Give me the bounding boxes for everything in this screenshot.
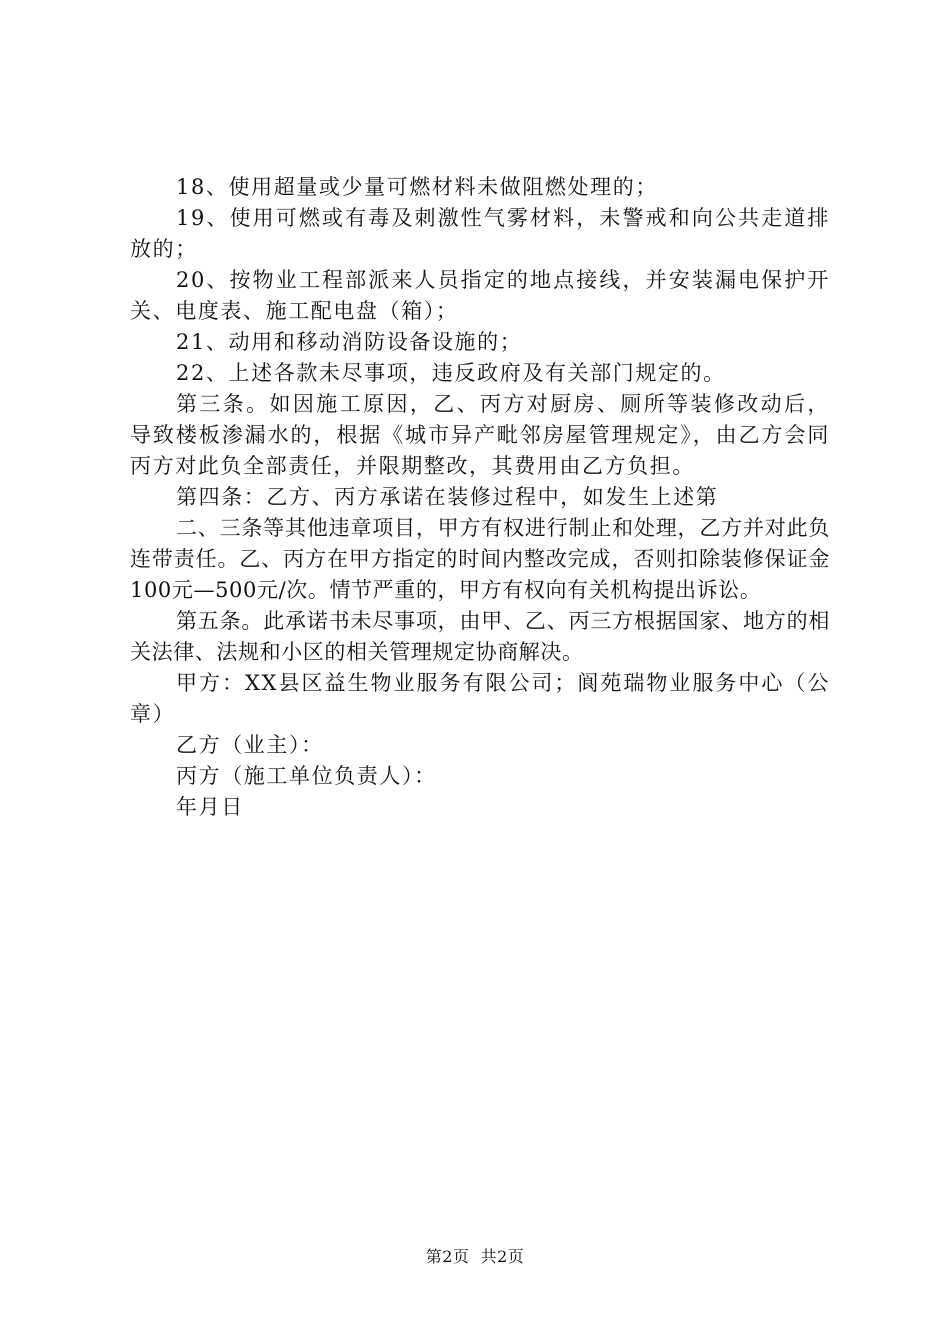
clause-20: 20、按物业工程部派来人员指定的地点接线，并安装漏电保护开关、电度表、施工配电盘（箱）；	[130, 268, 830, 323]
party-c-signature: 丙方（施工单位负责人）：	[176, 764, 437, 788]
clause-19: 19、使用可燃或有毒及刺激性气雾材料，未警戒和向公共走道排放的；	[130, 206, 830, 261]
document-body	[130, 172, 830, 823]
party-a-signature: 甲方：XX县区益生物业服务有限公司；阆苑瑞物业服务中心（公章）	[130, 671, 830, 726]
clause-22: 22、上述各款未尽事项，违反政府及有关部门规定的。	[176, 361, 726, 385]
clause-21: 21、动用和移动消防设备设施的；	[176, 330, 523, 354]
article-5: 第五条。此承诺书未尽事项，由甲、乙、丙三方根据国家、地方的相关法律、法规和小区的相关管理规定协商解决。	[130, 609, 830, 664]
page-number: 第2页 共2页	[425, 1247, 525, 1266]
party-b-signature: 乙方（业主）：	[176, 733, 324, 757]
article-4-continued: 二、三条等其他违章项目，甲方有权进行制止和处理，乙方并对此负连带责任。乙、丙方在甲方指定的时间内整改完成，否则扣除装修保证金100元—500元/次。情节严重的，甲方有权向有关机构提出诉讼。	[130, 516, 830, 602]
article-4: 第四条：乙方、丙方承诺在装修过程中，如发生上述第	[176, 485, 719, 509]
article-3: 第三条。如因施工原因，乙、丙方对厨房、厕所等装修改动后，导致楼板渗漏水的，根据《城市异产毗邻房屋管理规定》，由乙方会同丙方对此负全部责任，并限期整改，其费用由乙方负担。	[130, 392, 830, 478]
date-line: 年月日	[176, 795, 244, 819]
page-footer	[0, 1244, 950, 1267]
clause-18: 18、使用超量或少量可燃材料未做阻燃处理的；	[176, 175, 658, 199]
